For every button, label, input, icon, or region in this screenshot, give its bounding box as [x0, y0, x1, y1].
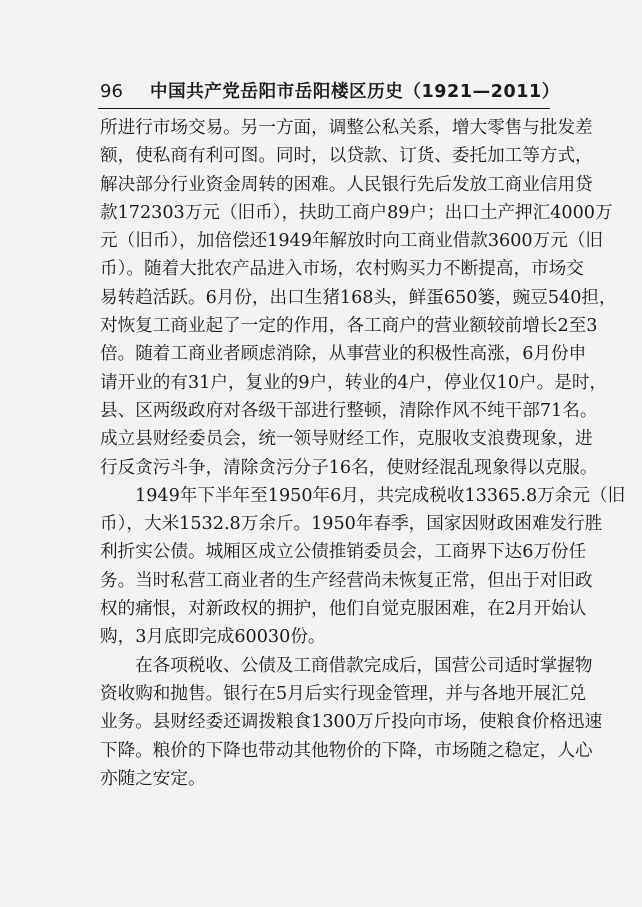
- text-line: 在各项税收、公债及工商借款完成后，国营公司适时掌握物: [135, 655, 593, 676]
- body-text: [100, 114, 626, 793]
- text-line: 解决部分行业资金周转的困难。人民银行先后发放工商业信用贷: [100, 174, 593, 195]
- text-line: 成立县财经委员会，统一领导财经工作，克服收支浪费现象，进: [100, 429, 593, 450]
- text-line: 务。当时私营工商业者的生产经营尚未恢复正常，但出于对旧政: [100, 570, 593, 591]
- page-number: 96: [100, 81, 123, 102]
- text-line: 所进行市场交易。另一方面，调整公私关系，增大零售与批发差: [100, 118, 593, 138]
- text-line: 业务。县财经委还调拨粮食1300万斤投向市场，使粮食价格迅速: [100, 712, 603, 733]
- text-line: 对恢复工商业起了一定的作用，各工商户的营业额较前增长2至3: [100, 316, 598, 337]
- text-line: 县、区两级政府对各级干部进行整顿，清除作风不纯干部71名。: [100, 400, 598, 421]
- text-line: 币），大米1532.8万余斤。1950年春季，国家因财政困难发行胜: [100, 514, 603, 535]
- text-line: 亦随之安定。: [100, 768, 206, 789]
- header-rule: [98, 108, 550, 109]
- text-line: 元（旧币），加倍偿还1949年解放时向工商业借款3600万元（旧: [100, 231, 604, 252]
- text-line: 购，3月底即完成60030份。: [100, 627, 326, 648]
- text-line: 1949年下半年至1950年6月，共完成税收13365.8万余元（旧: [135, 485, 626, 506]
- text-line: 倍。随着工商业者顾虑消除，从事营业的积极性高涨，6月份申: [100, 344, 587, 365]
- text-line: 额，使私商有利可图。同时，以贷款、订货、委托加工等方式，: [100, 146, 593, 167]
- text-line: 权的痛恨，对新政权的拥护，他们自觉克服困难，在2月开始认: [100, 599, 587, 620]
- running-title: 中国共产党岳阳市岳阳楼区历史（1921—2011）: [150, 82, 560, 102]
- text-line: 易转趋活跃。6月份，出口生猪168头，鲜蛋650篓，豌豆540担，: [100, 287, 617, 308]
- text-line: 请开业的有31户，复业的9户，转业的4户，停业仅10户。是时，: [100, 372, 608, 393]
- text-line: 币）。随着大批农产品进入市场，农村购买力不断提高，市场交: [100, 259, 584, 280]
- text-line: 资收购和抛售。银行在5月后实行现金管理，并与各地开展汇兑: [100, 683, 587, 704]
- text-line: 行反贪污斗争，清除贪污分子16名，使财经混乱现象得以克服。: [100, 457, 598, 478]
- page-header: [100, 80, 560, 106]
- text-line: 利折实公债。城厢区成立公债推销委员会，工商界下达6万份任: [100, 542, 587, 563]
- text-line: 款172303万元（旧币），扶助工商户89户；出口土产押汇4000万: [100, 202, 613, 223]
- text-line: 下降。粮价的下降也带动其他物价的下降，市场随之稳定，人心: [100, 740, 593, 761]
